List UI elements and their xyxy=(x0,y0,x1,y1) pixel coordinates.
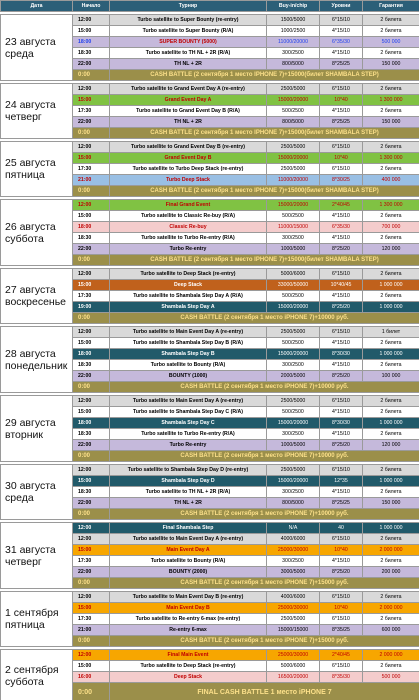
guarantee-cell: 2 билета xyxy=(363,429,419,440)
buyin-cell: 4000/6000 xyxy=(267,592,320,603)
tournament-name: Turbo satellite to TH NL + 2R (R/A) xyxy=(110,487,267,498)
buyin-cell: 25000/30000 xyxy=(267,603,320,614)
tournament-name: Turbo satellite to Shambala Step Day C (R/A) xyxy=(110,407,267,418)
time-cell: 12:00 xyxy=(73,200,110,211)
time-cell: 15:00 xyxy=(73,338,110,349)
time-cell: 0:00 xyxy=(73,509,110,520)
time-cell: 15:00 xyxy=(73,407,110,418)
buyin-cell: 11000/20000 xyxy=(267,175,320,186)
cash-battle-label: CASH BATTLE (2 сентября 1 место iPHONE 7)+15000 руб. xyxy=(110,636,419,647)
levels-cell: 2*40/45 xyxy=(320,200,363,211)
tournament-name: Turbo satellite to Re-entry 6-max (re-entry) xyxy=(110,614,267,625)
buyin-cell: 33000/50000 xyxy=(267,280,320,291)
tournament-name: Turbo satellite to Main Event Day A (re-entry) xyxy=(110,327,267,338)
tournament-name: Turbo Deep Stack xyxy=(110,175,267,186)
tournament-name: TH NL + 2R xyxy=(110,498,267,509)
levels-cell: 4*15/10 xyxy=(320,407,363,418)
cash-battle-label: CASH BATTLE (2 сентября 1 место iPHONE 7)+10000 руб. xyxy=(110,451,419,462)
tournament-name: Main Event Day A xyxy=(110,545,267,556)
time-cell: 0:00 xyxy=(73,451,110,462)
tournament-name: Turbo satellite to Deep Stack (re-entry) xyxy=(110,269,267,280)
levels-cell: 10*40/45 xyxy=(320,280,363,291)
date-cell: 28 августа понедельник xyxy=(1,327,73,393)
tournament-name: Turbo satellite to Bounty (R/A) xyxy=(110,360,267,371)
levels-cell: 8*25/20 xyxy=(320,244,363,255)
levels-cell: 10*40 xyxy=(320,95,363,106)
buyin-cell: 800/5000 xyxy=(267,498,320,509)
guarantee-cell: 2 билета xyxy=(363,106,419,117)
buyin-cell: 1000/5000 xyxy=(267,244,320,255)
cash-battle-label: CASH BATTLE (2 сентября 1 место IPHONE 7)+15000(билет SHAMBALA STEP) xyxy=(110,128,419,139)
guarantee-cell: 2 билета xyxy=(363,164,419,175)
cash-battle-label: CASH BATTLE (2 сентября 1 место IPHONE 7)+15000(билет SHAMBALA STEP) xyxy=(110,186,419,197)
time-cell: 17:30 xyxy=(73,556,110,567)
date-cell: 27 августа воскресенье xyxy=(1,269,73,324)
levels-cell: 6*15/10 xyxy=(320,661,363,672)
guarantee-cell: 2 билета xyxy=(363,556,419,567)
guarantee-cell: 2 билета xyxy=(363,26,419,37)
tournament-name: Final Shambala Step xyxy=(110,523,267,534)
tournament-name: TH NL + 2R xyxy=(110,117,267,128)
time-cell: 0:00 xyxy=(73,313,110,324)
tournament-name: Shambala Step Day D xyxy=(110,476,267,487)
date-cell: 26 августа суббота xyxy=(1,200,73,266)
buyin-cell: 2500/5000 xyxy=(267,465,320,476)
date-cell: 29 августа вторник xyxy=(1,396,73,462)
time-cell: 12:00 xyxy=(73,269,110,280)
guarantee-cell: 150 000 xyxy=(363,59,419,70)
guarantee-cell: 2 билета xyxy=(363,614,419,625)
time-cell: 18:00 xyxy=(73,418,110,429)
levels-cell: 4*15/10 xyxy=(320,26,363,37)
tournament-name: Turbo satellite to Classic Re-buy (R/A) xyxy=(110,211,267,222)
guarantee-cell: 2 билета xyxy=(363,407,419,418)
guarantee-cell: 500 000 xyxy=(363,672,419,683)
time-cell: 17:30 xyxy=(73,614,110,625)
guarantee-cell: 2 билета xyxy=(363,487,419,498)
guarantee-cell: 2 билета xyxy=(363,233,419,244)
levels-cell: 4*15/10 xyxy=(320,487,363,498)
levels-cell: 6*15/10 xyxy=(320,592,363,603)
time-cell: 18:00 xyxy=(73,37,110,48)
tournament-name: Turbo satellite to Grand Event Day B (re-entry) xyxy=(110,142,267,153)
time-cell: 18:00 xyxy=(73,349,110,360)
time-cell: 17:30 xyxy=(73,106,110,117)
date-cell: 23 августа среда xyxy=(1,15,73,81)
levels-cell: 8*30/30 xyxy=(320,349,363,360)
guarantee-cell: 700 000 xyxy=(363,222,419,233)
tournament-name: Turbo satellite to Shambala Step Day B (R/A) xyxy=(110,338,267,349)
tournament-name: Turbo satellite to Turbo Re-entry (R/A) xyxy=(110,429,267,440)
time-cell: 15:00 xyxy=(73,95,110,106)
time-cell: 0:00 xyxy=(73,382,110,393)
guarantee-cell: 2 000 000 xyxy=(363,650,419,661)
guarantee-cell: 1 300 000 xyxy=(363,153,419,164)
cash-battle-label: CASH BATTLE (2 сентября 1 место IPHONE 7)+15000(билет SHAMBALA STEP) xyxy=(110,255,419,266)
time-cell: 0:00 xyxy=(73,128,110,139)
tournament-name: Shambala Step Day C xyxy=(110,418,267,429)
time-cell: 12:00 xyxy=(73,534,110,545)
levels-cell: 6*15/10 xyxy=(320,84,363,95)
buyin-cell: 11000/20000 xyxy=(267,37,320,48)
header-levels: Уровни xyxy=(320,1,363,12)
time-cell: 18:00 xyxy=(73,222,110,233)
guarantee-cell: 120 000 xyxy=(363,244,419,255)
buyin-cell: 2500/5000 xyxy=(267,396,320,407)
time-cell: 15:00 xyxy=(73,280,110,291)
tournament-name: Turbo satellite to Grand Event Day A (re-entry) xyxy=(110,84,267,95)
guarantee-cell: 2 билета xyxy=(363,142,419,153)
guarantee-cell: 1 300 000 xyxy=(363,95,419,106)
time-cell: 12:00 xyxy=(73,592,110,603)
levels-cell: 6*15/10 xyxy=(320,465,363,476)
levels-cell: 6*15/10 xyxy=(320,164,363,175)
buyin-cell: 15000/20000 xyxy=(267,95,320,106)
levels-cell: 8*25/20 xyxy=(320,567,363,578)
header-start: Начало xyxy=(73,1,110,12)
guarantee-cell: 100 000 xyxy=(363,371,419,382)
tournament-name: Re-entry 6-max xyxy=(110,625,267,636)
buyin-cell: N/A xyxy=(267,523,320,534)
levels-cell: 8*35/25 xyxy=(320,625,363,636)
tournament-row xyxy=(1,650,419,661)
buyin-cell: 25000/30000 xyxy=(267,545,320,556)
time-cell: 0:00 xyxy=(73,683,110,700)
time-cell: 15:00 xyxy=(73,26,110,37)
guarantee-cell: 400 000 xyxy=(363,175,419,186)
tournament-name: Turbo satellite to Shambala Step Day A (R/A) xyxy=(110,291,267,302)
tournament-name: BOUNTY (2000) xyxy=(110,567,267,578)
time-cell: 22:00 xyxy=(73,371,110,382)
tournament-name: Turbo satellite to Main Event Day A (re-entry) xyxy=(110,396,267,407)
cash-battle-label: CASH BATTLE (2 сентября 1 место iPHONE 7)+15000 руб. xyxy=(110,578,419,589)
tournament-name: Turbo satellite to Deep Stack (re-entry) xyxy=(110,661,267,672)
time-cell: 15:00 xyxy=(73,545,110,556)
header-guarantee: Гарантия xyxy=(363,1,419,12)
buyin-cell: 16500/20000 xyxy=(267,672,320,683)
time-cell: 12:00 xyxy=(73,84,110,95)
tournament-name: Turbo satellite to Grand Event Day B (R/A) xyxy=(110,106,267,117)
tournament-row xyxy=(1,523,419,534)
guarantee-cell: 1 000 000 xyxy=(363,476,419,487)
tournament-name: Final Grand Event xyxy=(110,200,267,211)
tournament-name: SUPER BOUNTY (5000) xyxy=(110,37,267,48)
tournament-name: Turbo satellite to Super Bounty (re-entry) xyxy=(110,15,267,26)
tournament-name: Turbo satellite to Shambala Step Day D (re-entry) xyxy=(110,465,267,476)
guarantee-cell: 2 билета xyxy=(363,291,419,302)
tournament-name: Grand Event Day A xyxy=(110,95,267,106)
tournament-name: Turbo satellite to Main Event Day B (re-entry) xyxy=(110,592,267,603)
buyin-cell: 15000/15000 xyxy=(267,625,320,636)
time-cell: 0:00 xyxy=(73,255,110,266)
tournament-name: Main Event Day B xyxy=(110,603,267,614)
guarantee-cell: 600 000 xyxy=(363,625,419,636)
levels-cell: 8*25/25 xyxy=(320,59,363,70)
buyin-cell: 2500/5000 xyxy=(267,327,320,338)
tournament-name: Deep Stack xyxy=(110,280,267,291)
buyin-cell: 2000/5000 xyxy=(267,371,320,382)
buyin-cell: 500/2500 xyxy=(267,407,320,418)
buyin-cell: 500/2500 xyxy=(267,211,320,222)
levels-cell: 6*15/10 xyxy=(320,614,363,625)
time-cell: 22:00 xyxy=(73,59,110,70)
levels-cell: 4*15/10 xyxy=(320,556,363,567)
levels-cell: 4*15/10 xyxy=(320,291,363,302)
buyin-cell: 11000/15000 xyxy=(267,222,320,233)
time-cell: 18:30 xyxy=(73,429,110,440)
guarantee-cell: 2 билета xyxy=(363,48,419,59)
buyin-cell: 2500/5000 xyxy=(267,614,320,625)
levels-cell: 6*35/30 xyxy=(320,222,363,233)
levels-cell: 4*15/10 xyxy=(320,233,363,244)
buyin-cell: 2500/5000 xyxy=(267,164,320,175)
tournament-row xyxy=(1,84,419,95)
schedule-body xyxy=(1,12,419,700)
time-cell: 0:00 xyxy=(73,70,110,81)
time-cell: 12:00 xyxy=(73,15,110,26)
tournament-name: TH NL + 2R xyxy=(110,59,267,70)
buyin-cell: 800/5000 xyxy=(267,59,320,70)
tournament-row xyxy=(1,269,419,280)
time-cell: 22:00 xyxy=(73,567,110,578)
guarantee-cell: 2 билета xyxy=(363,396,419,407)
levels-cell: 4*15/10 xyxy=(320,338,363,349)
time-cell: 0:00 xyxy=(73,186,110,197)
tournament-row xyxy=(1,396,419,407)
buyin-cell: 300/2500 xyxy=(267,556,320,567)
levels-cell: 40 xyxy=(320,523,363,534)
levels-cell: 6*15/10 xyxy=(320,327,363,338)
date-cell: 24 августа четверг xyxy=(1,84,73,139)
tournament-name: Turbo satellite to Super Bounty (R/A) xyxy=(110,26,267,37)
levels-cell: 8*25/20 xyxy=(320,302,363,313)
tournament-row xyxy=(1,15,419,26)
time-cell: 15:00 xyxy=(73,661,110,672)
time-cell: 17:30 xyxy=(73,164,110,175)
levels-cell: 10*40 xyxy=(320,603,363,614)
guarantee-cell: 150 000 xyxy=(363,498,419,509)
tournament-name: Turbo satellite to Bounty (R/A) xyxy=(110,556,267,567)
cash-battle-label: CASH BATTLE (2 сентября 1 место iPHONE 7)+10000 руб. xyxy=(110,509,419,520)
tournament-name: Turbo Re-entry xyxy=(110,244,267,255)
cash-battle-label: CASH BATTLE (2 сентября 1 место iPHONE 7)+10000 руб. xyxy=(110,313,419,324)
guarantee-cell: 2 билета xyxy=(363,465,419,476)
guarantee-cell: 1 000 000 xyxy=(363,280,419,291)
guarantee-cell: 2 билета xyxy=(363,211,419,222)
tournament-name: Turbo satellite to Main Event Day A (re-entry) xyxy=(110,534,267,545)
tournament-name: Turbo satellite to TH NL + 2R (R/A) xyxy=(110,48,267,59)
buyin-cell: 300/2500 xyxy=(267,429,320,440)
tournament-row xyxy=(1,200,419,211)
levels-cell: 12*35 xyxy=(320,476,363,487)
buyin-cell: 15000/20000 xyxy=(267,200,320,211)
time-cell: 21:00 xyxy=(73,175,110,186)
buyin-cell: 2500/5000 xyxy=(267,84,320,95)
levels-cell: 6*15/10 xyxy=(320,534,363,545)
buyin-cell: 15000/20000 xyxy=(267,418,320,429)
levels-cell: 6*15/10 xyxy=(320,269,363,280)
tournament-name: Shambala Step Day B xyxy=(110,349,267,360)
time-cell: 22:00 xyxy=(73,117,110,128)
time-cell: 15:00 xyxy=(73,211,110,222)
guarantee-cell: 1 000 000 xyxy=(363,418,419,429)
buyin-cell: 500/2500 xyxy=(267,106,320,117)
time-cell: 19:00 xyxy=(73,302,110,313)
levels-cell: 4*15/10 xyxy=(320,211,363,222)
date-cell: 25 августа пятница xyxy=(1,142,73,197)
time-cell: 16:00 xyxy=(73,672,110,683)
header-row xyxy=(1,1,419,12)
tournament-name: Turbo satellite to Turbo Re-entry (R/A) xyxy=(110,233,267,244)
levels-cell: 4*15/10 xyxy=(320,106,363,117)
buyin-cell: 2500/5000 xyxy=(267,142,320,153)
levels-cell: 4*15/10 xyxy=(320,360,363,371)
guarantee-cell: 2 билета xyxy=(363,360,419,371)
tournament-row xyxy=(1,592,419,603)
time-cell: 21:00 xyxy=(73,625,110,636)
header-tournament: Турнир xyxy=(110,1,267,12)
levels-cell: 8*25/25 xyxy=(320,117,363,128)
date-cell: 1 сентября пятница xyxy=(1,592,73,647)
tournament-name: BOUNTY (1000) xyxy=(110,371,267,382)
buyin-cell: 15000/20000 xyxy=(267,302,320,313)
levels-cell: 8*35/30 xyxy=(320,672,363,683)
cash-battle-label: CASH BATTLE (2 сентября 1 место iPHONE 7)+10000 руб. xyxy=(110,382,419,393)
cash-battle-label: CASH BATTLE (2 сентября 1 место IPHONE 7)+15000(билет SHAMBALA STEP) xyxy=(110,70,419,81)
levels-cell: 6*15/10 xyxy=(320,15,363,26)
tournament-name: Shambala Step Day A xyxy=(110,302,267,313)
buyin-cell: 5000/6000 xyxy=(267,269,320,280)
buyin-cell: 500/2500 xyxy=(267,338,320,349)
guarantee-cell: 2 билета xyxy=(363,534,419,545)
tournament-name: Classic Re-buy xyxy=(110,222,267,233)
guarantee-cell: 1 000 000 xyxy=(363,523,419,534)
time-cell: 18:30 xyxy=(73,48,110,59)
header-buyin: Buy-in/chip xyxy=(267,1,320,12)
levels-cell: 4*15/10 xyxy=(320,48,363,59)
buyin-cell: 5000/6000 xyxy=(267,661,320,672)
guarantee-cell: 200 000 xyxy=(363,567,419,578)
levels-cell: 8*25/25 xyxy=(320,498,363,509)
time-cell: 18:30 xyxy=(73,360,110,371)
time-cell: 12:00 xyxy=(73,396,110,407)
buyin-cell: 3000/5000 xyxy=(267,567,320,578)
guarantee-cell: 500 000 xyxy=(363,37,419,48)
buyin-cell: 15000/20000 xyxy=(267,349,320,360)
guarantee-cell: 120 000 xyxy=(363,440,419,451)
buyin-cell: 300/2500 xyxy=(267,48,320,59)
time-cell: 22:00 xyxy=(73,498,110,509)
guarantee-cell: 2 билета xyxy=(363,592,419,603)
guarantee-cell: 1 билет xyxy=(363,327,419,338)
guarantee-cell: 2 билета xyxy=(363,338,419,349)
guarantee-cell: 2 билета xyxy=(363,84,419,95)
tournament-name: Turbo Re-entry xyxy=(110,440,267,451)
time-cell: 12:00 xyxy=(73,327,110,338)
time-cell: 0:00 xyxy=(73,578,110,589)
cash-battle-label: FINAL CASH BATTLE 1 место iPHONE 7 xyxy=(110,683,419,700)
time-cell: 15:00 xyxy=(73,153,110,164)
tournament-row xyxy=(1,327,419,338)
buyin-cell: 25000/30000 xyxy=(267,650,320,661)
time-cell: 15:00 xyxy=(73,603,110,614)
buyin-cell: 1500/5000 xyxy=(267,15,320,26)
time-cell: 12:00 xyxy=(73,465,110,476)
buyin-cell: 300/2500 xyxy=(267,233,320,244)
date-cell: 31 августа четверг xyxy=(1,523,73,589)
tournament-row xyxy=(1,465,419,476)
time-cell: 18:30 xyxy=(73,233,110,244)
levels-cell: 2*40/45 xyxy=(320,650,363,661)
guarantee-cell: 2 билета xyxy=(363,661,419,672)
tournament-name: Grand Event Day B xyxy=(110,153,267,164)
time-cell: 0:00 xyxy=(73,636,110,647)
guarantee-cell: 2 000 000 xyxy=(363,603,419,614)
buyin-cell: 800/5000 xyxy=(267,117,320,128)
levels-cell: 6*15/10 xyxy=(320,396,363,407)
guarantee-cell: 1 000 000 xyxy=(363,302,419,313)
guarantee-cell: 150 000 xyxy=(363,117,419,128)
guarantee-cell: 1 000 000 xyxy=(363,349,419,360)
guarantee-cell: 1 300 000 xyxy=(363,200,419,211)
guarantee-cell: 2 билета xyxy=(363,15,419,26)
date-cell: 30 августа среда xyxy=(1,465,73,520)
date-cell: 2 сентября суббота xyxy=(1,650,73,700)
time-cell: 22:00 xyxy=(73,244,110,255)
time-cell: 12:00 xyxy=(73,650,110,661)
buyin-cell: 1000/5000 xyxy=(267,440,320,451)
time-cell: 15:00 xyxy=(73,476,110,487)
guarantee-cell: 2 билета xyxy=(363,269,419,280)
levels-cell: 6*35/30 xyxy=(320,37,363,48)
buyin-cell: 500/2500 xyxy=(267,291,320,302)
levels-cell: 10*40 xyxy=(320,153,363,164)
buyin-cell: 15000/20000 xyxy=(267,476,320,487)
guarantee-cell: 2 000 000 xyxy=(363,545,419,556)
levels-cell: 10*40 xyxy=(320,545,363,556)
tournament-name: Turbo satellite to Turbo Deep Stack (re-entry) xyxy=(110,164,267,175)
levels-cell: 8*25/20 xyxy=(320,371,363,382)
tournament-row xyxy=(1,142,419,153)
levels-cell: 8*30/30 xyxy=(320,418,363,429)
tournament-name: Final Main Event xyxy=(110,650,267,661)
time-cell: 17:30 xyxy=(73,291,110,302)
buyin-cell: 4000/6000 xyxy=(267,534,320,545)
levels-cell: 8*25/20 xyxy=(320,440,363,451)
time-cell: 12:00 xyxy=(73,142,110,153)
time-cell: 22:00 xyxy=(73,440,110,451)
time-cell: 12:00 xyxy=(73,523,110,534)
buyin-cell: 300/2500 xyxy=(267,487,320,498)
header-date: Дата xyxy=(1,1,73,12)
levels-cell: 6*15/10 xyxy=(320,142,363,153)
levels-cell: 4*15/10 xyxy=(320,429,363,440)
buyin-cell: 300/2500 xyxy=(267,360,320,371)
buyin-cell: 1000/2500 xyxy=(267,26,320,37)
levels-cell: 8*30/25 xyxy=(320,175,363,186)
tournament-name: Deep Stack xyxy=(110,672,267,683)
buyin-cell: 15000/20000 xyxy=(267,153,320,164)
time-cell: 18:30 xyxy=(73,487,110,498)
